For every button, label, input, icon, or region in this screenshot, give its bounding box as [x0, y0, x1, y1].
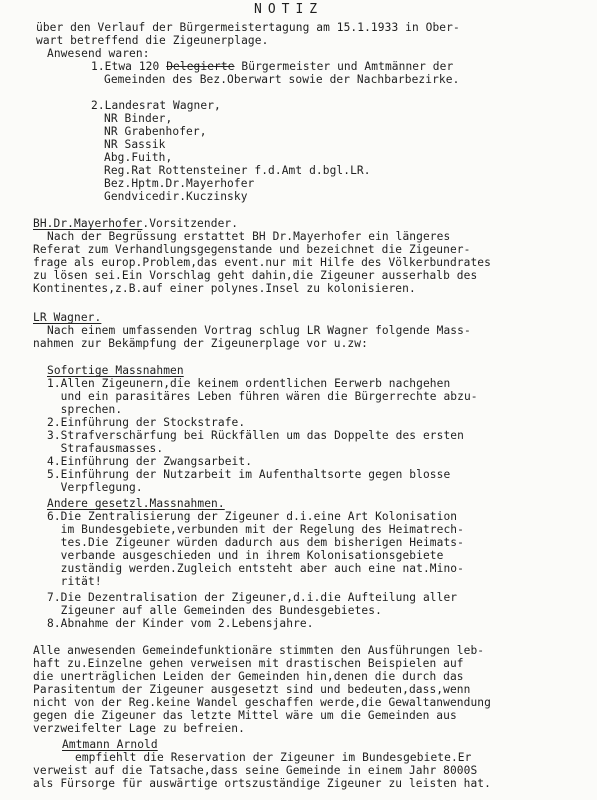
measure-line: und ein parasitäres Leben führen wären die Bürgerrechte abzu- [47, 390, 478, 403]
attendee-line: 2.Landesrat Wagner, [91, 99, 221, 112]
struck-word: Delegierte [166, 60, 235, 73]
chair-heading [33, 217, 238, 230]
measure-line: tes.Die Zigeuner würden dadurch aus dem bisherigen Heimats- [47, 536, 464, 549]
measure-line: 4.Einführung der Zwangsarbeit. [47, 455, 253, 468]
immediate-heading: Sofortige Massnahmen [47, 364, 184, 377]
measure-line: 8.Abnahme der Kinder vom 2.Lebensjahre. [47, 617, 314, 630]
wagner-text-line: Nach einem umfassenden Vortrag schlug LR Wagner folgende Mass- [47, 324, 471, 337]
measure-line: 3.Strafverschärfung bei Rückfällen um das Doppelte des ersten [47, 429, 464, 442]
measure-line: 7.Die Dezentralisation der Zigeuner,d.i.die Aufteilung aller [47, 591, 458, 604]
chair-name: BH.Dr.Mayerhofer [33, 217, 143, 230]
attendee-rest: Bürgermeister und Amtmänner der [234, 60, 454, 73]
attendee-line: Gendvicedir.Kuczinsky [104, 190, 248, 203]
measure-line: Strafausmasses. [47, 442, 164, 455]
measure-line: 2.Einführung der Stockstrafe. [47, 416, 246, 429]
intro-line: wart betreffend die Zigeunerplage. [36, 34, 269, 47]
closing-line: haft zu.Einzelne gehen verweisen mit drastischen Beispielen auf [33, 657, 464, 670]
attendee-item-1-cont: Gemeinden des Bez.Oberwart sowie der Nachbarbezirke. [104, 73, 460, 86]
arnold-text-line: empfiehlt die Reservation der Zigeuner im Bundesgebiete.Er [75, 751, 472, 764]
closing-line: gegen die Zigeuner das letzte Mittel wäre um die Gemeinden aus [33, 709, 457, 722]
measure-line: 5.Einführung der Nutzarbeit im Aufenthaltsorte gegen blosse [47, 468, 451, 481]
chair-text-line: zu lösen sei.Ein Vorschlag geht dahin,die Zigeuner ausserhalb des [33, 269, 478, 282]
wagner-heading: LR Wagner. [33, 311, 102, 324]
chair-text-line: Referat zum Verhandlungsgegenstande und bezeichnet die Zigeuner- [33, 243, 471, 256]
attendee-line: NR Binder, [104, 112, 173, 125]
measure-line: verbande ausgeschieden und in ihrem Kolonisationsgebiete [47, 549, 444, 562]
measure-line: sprechen. [47, 403, 123, 416]
attendee-line: Bez.Hptm.Dr.Mayerhofer [104, 177, 255, 190]
attendee-line: Reg.Rat Rottensteiner f.d.Amt d.bgl.LR. [104, 164, 371, 177]
present-label: Anwesend waren: [47, 47, 150, 60]
chair-suffix: .Vorsitzender. [142, 217, 239, 230]
chair-text-line: frage als europ.Problem,das event.nur mit Hilfe des Völkerbundrates [33, 256, 491, 269]
attendee-prefix: 1.Etwa 120 [91, 60, 167, 73]
measure-line: im Bundesgebiete,verbunden mit der Regelung des Heimatrech- [47, 523, 464, 536]
chair-text-line: Kontinentes,z.B.auf einer polynes.Insel zu kolonisieren. [33, 282, 416, 295]
arnold-heading: Amtmann Arnold [62, 738, 158, 751]
closing-line: die unerträglichen Leiden der Gemeinden hin,denen die durch das [33, 670, 464, 683]
other-heading: Andere gesetzl.Massnahmen. [47, 497, 225, 510]
measure-line: rität! [47, 575, 102, 588]
measure-line: zuständig werden.Zugleich entsteht aber auch eine nat.Mino- [47, 562, 464, 575]
attendee-item-1 [91, 60, 453, 73]
closing-line: Parasitentum der Zigeuner ausgesetzt sind und bedeuten,dass,wenn [33, 683, 471, 696]
measure-line: Verpflegung. [47, 481, 143, 494]
chair-text-line: Nach der Begrüssung erstattet BH Dr.Mayerhofer ein längeres [47, 230, 451, 243]
attendee-line: NR Sassik [104, 138, 166, 151]
measure-line: Zigeuner auf alle Gemeinden des Bundesgebietes. [47, 604, 382, 617]
attendee-line: Abg.Fuith, [104, 151, 173, 164]
attendee-line: NR Grabenhofer, [104, 125, 207, 138]
document-title: NOTIZ [254, 2, 324, 17]
arnold-text-line: verweist auf die Tatsache,dass seine Gemeinde in einem Jahr 8000S [33, 764, 478, 777]
closing-line: Alle anwesenden Gemeindefunktionäre stimmten den Ausführungen leb- [33, 644, 485, 657]
measure-line: 1.Allen Zigeunern,die keinem ordentlichen Eerwerb nachgehen [47, 377, 451, 390]
intro-line: über den Verlauf der Bürgermeistertagung am 15.1.1933 in Ober- [36, 21, 460, 34]
closing-line: verzweifelter Lage zu befreien. [33, 722, 245, 735]
arnold-text-line: als Fürsorge für auswärtige ortszuständige Zigeuner zu leisten hat. [33, 777, 491, 790]
closing-line: nicht von der Reg.keine Wandel geschaffen werde,die Gewaltanwendung [33, 696, 491, 709]
wagner-text-line: nahmen zur Bekämpfung der Zigeunerplage vor u.zw: [33, 337, 368, 350]
measure-line: 6.Die Zentralisierung der Zigeuner d.i.eine Art Kolonisation [47, 510, 458, 523]
